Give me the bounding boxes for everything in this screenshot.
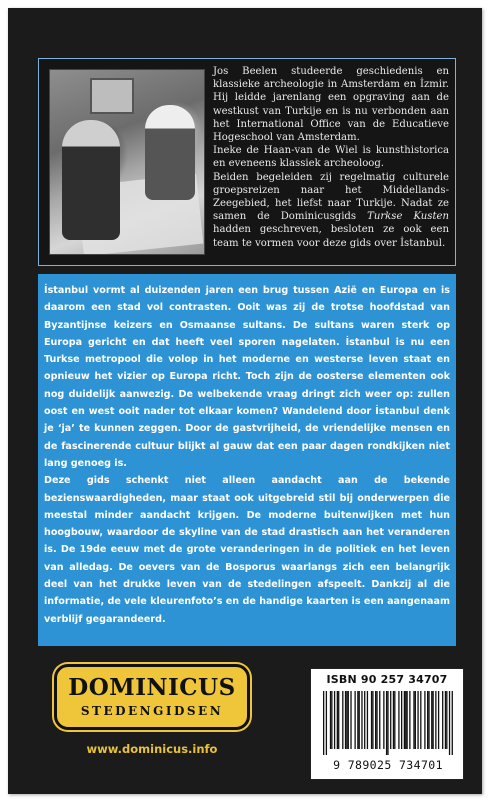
barcode-bar [345,691,346,749]
barcode-bar [346,691,347,749]
barcode-bar [338,691,339,749]
barcode-bar [371,691,372,749]
isbn-label: ISBN 90 257 34707 [326,673,448,686]
author-bio [213,65,449,250]
barcode-bar [364,691,365,749]
barcode-bar [417,691,418,749]
barcode-bar [383,691,384,749]
barcode-bar [394,691,395,749]
barcode-bar [446,691,447,749]
barcode-bar [432,691,433,749]
author-photo [49,69,205,255]
book-title-reference: Turkse Kusten [367,211,449,223]
barcode-bar [449,691,450,755]
logo-sub-text: STEDENGIDSEN [80,704,224,718]
barcode-bar [420,691,421,749]
barcode-bar [442,691,443,749]
barcode-bar [424,691,425,749]
barcode-bar [379,691,380,749]
barcode-bar [428,691,429,749]
description-panel [38,274,456,646]
barcode-bar [331,691,332,749]
author-bio-text: hadden geschreven, besloten ze ook een team te vormen voor deze gids over İstanbul. [213,224,449,249]
barcode-bar [404,691,405,749]
author-panel [38,58,456,266]
barcode-bar [413,691,414,749]
barcode-bar [406,691,407,749]
barcode-bar [357,691,358,749]
barcode-bar [326,691,327,755]
barcode-bar [435,691,436,749]
barcode-bar [342,691,343,749]
barcode-bar [431,691,432,749]
barcode-bar [367,691,368,749]
book-back-cover [8,8,482,794]
barcode-bar [427,691,428,749]
barcode-icon [323,691,453,755]
barcode-bar [405,691,406,749]
barcode-bar [438,691,439,749]
barcode-bar [393,691,394,749]
barcode-bar [401,691,402,749]
author-bio-text: Beiden begeleiden zij regelmatig culturele groepsreizen naar het Middellands-Zeegebied, het liefst naar Turkije. Nadat ze samen de Dominicusgids [213,171,449,223]
barcode-bar [372,691,373,749]
barcode-bar [398,691,399,749]
description-paragraph: Deze gids schenkt niet alleen aandacht aan de bekende bezienswaardigheden, maar staat ook uitgebreid stil bij onderwerpen die meestal minder aandacht krijgen. De moderne buitenwijken met hun hoogbouw, waardoor de skyline van de stad drastisch aan het veranderen is. De 19de eeuw met de grote veranderingen in de politiek en het leven van alledag. De oevers van de Bosporus waarlangs zich een belangrijk deel van het drukke leven van de stedelingen afspeelt. Dankzij al die informatie, de vele kleurenfoto’s en de handige kaarten is een aangenaam verblijf gegarandeerd. [44,475,450,625]
barcode-digits: 9 789025 734701 [333,758,443,772]
barcode-bar [359,691,360,749]
barcode-bar [452,691,453,755]
publisher-logo [54,664,250,730]
barcode-bar [375,691,376,749]
barcode-bar [387,691,388,755]
barcode-bar [348,691,349,749]
barcode-bar [330,691,331,749]
barcode-box [310,668,464,780]
barcode-bar [415,691,416,749]
barcode-bar [361,691,362,749]
barcode-bar [409,691,410,749]
barcode-bar [323,691,324,755]
barcode-bar [334,691,335,749]
barcode-bar [390,691,391,749]
publisher-website: www.dominicus.info [86,742,218,756]
author-bio-paragraph: Jos Beelen studeerde geschiedenis en klassieke archeologie in Amsterdam en İzmir. Hij leidde jarenlang een opgraving aan de westkust van Turkije en is nu verbonden aan het International Office van de Educatieve Hogeschool van Amsterdam. [213,66,449,144]
barcode-bar [386,691,387,755]
barcode-bar [350,691,351,749]
author-bio-paragraph [213,171,449,250]
photo-person-shape [62,120,120,240]
author-bio-paragraph: Ineke de Haan-van de Wiel is kunsthistorica en eveneens klassiek archeoloog. [213,145,449,170]
photo-frame-shape [90,78,134,114]
barcode-bar [445,691,446,749]
barcode-bar [354,691,355,749]
barcode-bar [337,691,338,749]
photo-person-shape [145,105,195,200]
barcode-bar [376,691,377,749]
description-paragraph: İstanbul vormt al duizenden jaren een brug tussen Azië en Europa en is daarom een stad vol contrasten. Ooit was zij de trotse hoofdstad van Byzantijnse keizers en Osmaanse sultans. De sultans waren sterk op Europa gericht en dat heeft veel sporen nagelaten. İstanbul is nu een Turkse metropool die volop in het moderne en westerse leven staat en opnieuw het vizier op Europa richt. Toch zijn de oosterse elementen ook nog duidelijk aanwezig. De welbekende vraag dringt zich weer op: zullen oost en west ooit nader tot elkaar komen? Wandelend door İstanbul denk je ‘ja’ te kunnen zeggen. Door de gastvrijheid, de vriendelijke mensen en de fascinerende cultuur blijkt al gauw dat een paar dagen rondkijken niet lang genoeg is. [44,285,450,469]
logo-main-text: DOMINICUS [68,674,236,701]
